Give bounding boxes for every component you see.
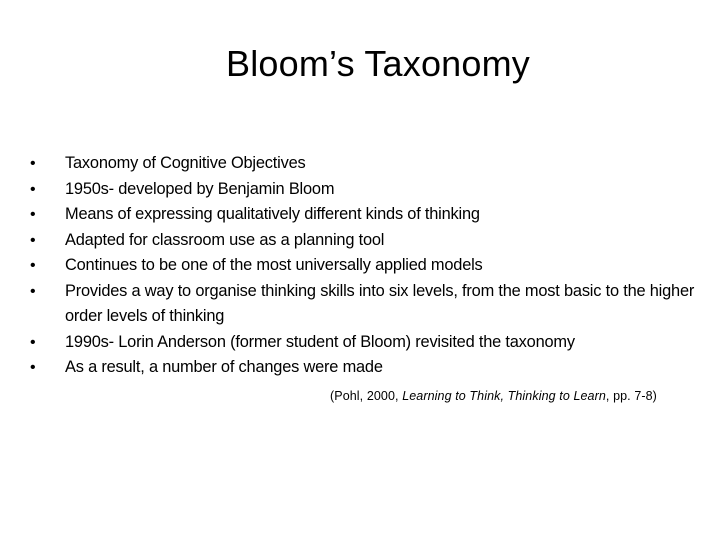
bullet-icon: • xyxy=(30,231,36,249)
bullet-text: Means of expressing qualitatively different kinds of thinking xyxy=(65,205,480,223)
slide-title: Bloom’s Taxonomy xyxy=(225,43,530,84)
list-item xyxy=(30,355,698,381)
citation-suffix: , pp. 7-8) xyxy=(605,389,657,403)
list-item xyxy=(30,330,698,356)
list-item xyxy=(30,202,698,228)
list-item xyxy=(30,177,698,203)
citation-prefix: (Pohl, 2000, xyxy=(330,389,403,403)
bullet-text: Provides a way to organise thinking skills into six levels, from the most basic to the higher order levels of thinking xyxy=(65,281,695,325)
bullet-text: Continues to be one of the most universally applied models xyxy=(65,256,483,274)
bullet-icon: • xyxy=(30,155,36,172)
bullet-icon: • xyxy=(30,257,36,274)
bullet-icon: • xyxy=(30,359,36,376)
bullet-text: 1950s- developed by Benjamin Bloom xyxy=(65,179,335,198)
bullet-icon: • xyxy=(30,333,36,351)
bullet-text: Adapted for classroom use as a planning tool xyxy=(65,230,385,249)
bullet-text: Taxonomy of Cognitive Objectives xyxy=(65,154,306,172)
bullet-text: As a result, a number of changes were made xyxy=(65,358,383,376)
list-item xyxy=(30,253,698,279)
list-item xyxy=(30,279,698,330)
list-item xyxy=(30,228,698,254)
bullet-icon: • xyxy=(30,180,36,198)
list-item xyxy=(30,151,698,177)
bullet-icon: • xyxy=(30,282,36,300)
bullet-icon: • xyxy=(30,206,36,223)
bullet-list xyxy=(30,151,698,381)
citation xyxy=(330,387,720,405)
bullet-text: 1990s- Lorin Anderson (former student of Bloom) revisited the taxonomy xyxy=(65,332,575,351)
citation-source-title: Learning to Think, Thinking to Learn xyxy=(402,389,606,403)
